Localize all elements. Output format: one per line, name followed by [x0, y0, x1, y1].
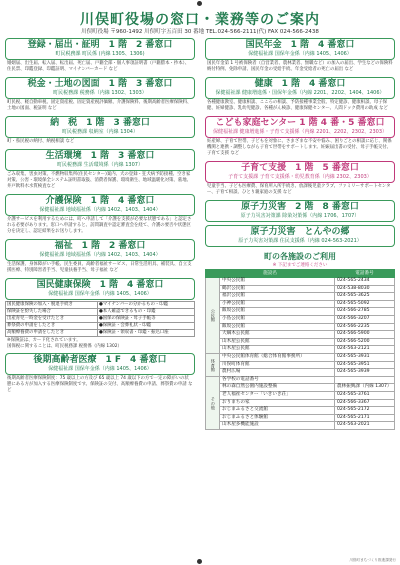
section-right-2 — [205, 116, 395, 158]
facility-name: 各学校の電話番号 — [220, 376, 335, 384]
facility-name: 小神公民館 — [220, 300, 335, 308]
table-row — [206, 422, 395, 430]
contacts-table — [205, 269, 395, 430]
section-desc: 国民年金第 1 号被保険者（自営業者、農林業者、無職など）の加入の届出、学生などの保険料納付特例、免除申請、国民年金の受給手続、年金受給者の死亡の届出 など — [207, 61, 393, 72]
section-sub: 保健福祉課 国保年金係（内線 1405、1406） — [48, 291, 152, 297]
facility-name: 農村広場 — [220, 369, 335, 377]
section-desc: ごみ収集、害虫対策、不燃物収集所(住民センター)案内、犬の登録・狂犬病予防接種、空き家対策、公害・環境保全システム証明書取扱、消費者保護、環境衛生、地域温暖化対策、墓地、井戸飲料水水質検査など — [7, 172, 191, 189]
table-row — [206, 346, 395, 354]
section-sub: 保健福祉課 地域福祉係（内線 1402、1403、1404） — [39, 252, 161, 258]
section-title: 福祉 1 階 2 番窓口 — [54, 241, 146, 251]
contacts-sub: ※ 下記までご連絡ください — [272, 263, 328, 268]
row-need: ●国保の保険証・母子手帳等 — [97, 316, 194, 323]
right-column — [205, 38, 395, 430]
table-row — [206, 353, 395, 361]
section-left-1 — [5, 77, 195, 113]
row-case: 葬祭費の申請をしたとき — [6, 323, 98, 330]
binding-hole — [197, 1, 202, 6]
section-desc: 各種健康教室、健康相談、こころの相談、予防接種事業全般、特定健診、健康相談、母子保健、妊婦健診、乳幼児健診、各種がん検診、健康保健センター、人間ドック費用の助成 など — [207, 100, 388, 111]
table-row — [206, 300, 395, 308]
facility-name: 福沢公民館 — [220, 293, 335, 301]
section-desc: 生活保護、身体障がい手帳、民生委員、高齢者福祉サービス、日常生活用具、補装具、自立支援医療、特別障害者手当、児童扶養手当、母子福祉 など — [7, 262, 192, 273]
row-need: ●本人確認できるもの・印鑑 — [97, 309, 194, 316]
section-sub: 子育て支援課 子育て支援係・幼児教育係（内線 2302、2303） — [228, 174, 372, 180]
section-right-3 — [205, 161, 395, 197]
section-hoken — [5, 278, 195, 350]
footer: 川俣町まちづくり推進課発行 — [349, 558, 396, 562]
head-phone: 電話番号 — [335, 270, 395, 278]
table-row — [206, 376, 395, 384]
table-row — [206, 293, 395, 301]
facility-phone: 024-565-2434 — [335, 278, 395, 286]
section-sub: 保健福祉課 健康増進係・子育て支援係（内線 2201、2202、2302、2303） — [212, 129, 388, 135]
facility-phone: 024-566-2785 — [335, 308, 395, 316]
facility-phone: 024-565-5092 — [335, 300, 395, 308]
facility-phone: 農林振興課（内線 1307） — [335, 384, 395, 392]
facility-phone: 024-566-3207 — [335, 315, 395, 323]
group-label: その他 — [206, 376, 220, 429]
section-sub: 保健福祉課 国保年金係（内線 1405、1406） — [248, 51, 352, 57]
facility-phone: 024-566-5900 — [335, 331, 395, 339]
section-title: 原子力災害 2 階 8 番窓口 — [241, 202, 359, 212]
facility-name: 中央公民館 — [220, 278, 335, 286]
section-title: 原子力災害 とんやの郷 — [250, 227, 350, 237]
section-desc: 後期高齢者医療保険制度：75 歳以上の方及び 65 歳以上 74 歳以下の方で一定の障がいの状態にある方が加入する医療保険制度です。保険証の交付、高額療養費の申請、葬祭費の申請 など — [7, 376, 193, 393]
group-label: 公民館 — [206, 278, 220, 354]
row-case: 出産育児一時金を受けたとき — [6, 316, 98, 323]
facility-name: おりまちの家 — [220, 399, 335, 407]
row-case: 国民健康保険の加入・脱退手続き — [6, 302, 98, 309]
section-sub: 原子力災害対策課 住民支援係（内線 024-563-2021） — [238, 238, 362, 244]
section-left-0 — [5, 38, 195, 74]
facility-phone: 024-563-2021 — [335, 422, 395, 430]
section-right-0 — [205, 38, 395, 74]
row-need: ●保険証・領収書・印鑑・振込口座 — [97, 330, 194, 337]
table-row — [206, 391, 395, 399]
section-left-4 — [5, 194, 195, 236]
table-row — [206, 308, 395, 316]
contacts — [205, 251, 395, 430]
facility-name: 中央公民館体育館（総合体育館事務所） — [220, 353, 335, 361]
section-title: 後期高齢者医療 1 F 4 番窓口 — [33, 355, 167, 365]
table-row — [206, 414, 395, 422]
facility-name: 山木屋公民館 — [220, 346, 335, 354]
row-need: ●マイナンバーの分かるもの・印鑑 — [97, 302, 194, 309]
section-desc: 町・県民税の納付、納税相談 など — [7, 139, 75, 144]
hoken-table — [5, 301, 195, 337]
head-name: 施設名 — [206, 270, 335, 278]
table-row — [206, 361, 395, 369]
facility-name: 老人福祉センター「いきいき荘」 — [220, 391, 335, 399]
section-title: 国民健康保険 1 階 4 番窓口 — [36, 280, 164, 290]
office-address: 川俣町役場 〒960-1492 川俣町字五百田 30 番地 TEL.024-566-2111(代) FAX 024-566-2438 — [81, 29, 319, 35]
facility-name: 飯坂公民館 — [220, 323, 335, 331]
table-row — [206, 278, 395, 286]
facility-phone: 024-566-3367 — [335, 399, 395, 407]
section-kouki — [5, 353, 195, 395]
section-right-1 — [205, 77, 395, 113]
group-label: 体育館 — [206, 353, 220, 376]
facility-phone: 024-565-2172 — [335, 407, 395, 415]
facility-phone: 024-563-2121 — [335, 346, 395, 354]
table-row — [6, 316, 195, 323]
table-row — [6, 330, 195, 337]
section-title: こども家庭センター 1 階 4 番・5 番窓口 — [215, 118, 385, 128]
facility-name: 小島公民館 — [220, 315, 335, 323]
section-sub: 原子力災害対策課 除染対策係（内線 1706、1707） — [240, 213, 360, 219]
table-row — [206, 369, 395, 377]
binding-hole — [197, 559, 202, 564]
facility-name: 山木屋公民館 — [220, 338, 335, 346]
facility-name: おじまふるさと体験館 — [220, 414, 335, 422]
section-desc: 介護サービスを利用するためには、町へ申請して「介護を支援が必要な状態である」と認定される必要があります。窓口へ申請すると、訪問調査や認定審査会を経て、介護の要否や状態区分を決定し、認定結果をお送りします。 — [7, 217, 192, 234]
facility-phone — [335, 376, 395, 384]
table-row — [206, 338, 395, 346]
facility-phone: 024-565-3951 — [335, 361, 395, 369]
table-row — [6, 309, 195, 316]
left-column — [5, 38, 195, 398]
section-sub: 町民税務課 町民係 (内線 1305、1306) — [55, 51, 145, 57]
section-left-2 — [5, 116, 195, 146]
section-title: 税金・土地の図面 1 階 3 番窓口 — [27, 79, 173, 89]
hoken-note: ※保険証は、カード化されています。 — [7, 338, 81, 343]
table-row — [206, 315, 395, 323]
row-case: 保険証を紛失した場合 — [6, 309, 98, 316]
table-row — [206, 331, 395, 339]
facility-name: 飯坂公民館 — [220, 308, 335, 316]
section-right-4 — [205, 200, 395, 222]
facility-phone: 024-565-2171 — [335, 414, 395, 422]
section-sub: 保健福祉課 健康増進係・国保年金係（内線 2201、2202、1404、1406） — [215, 90, 385, 96]
table-row — [206, 407, 395, 415]
row-case: 高額療養費の申請をしたとき — [6, 330, 98, 337]
section-title: 登録・届出・証明 1 階 2 番窓口 — [27, 40, 173, 50]
section-right-5 — [205, 225, 395, 247]
page-title: 川俣町役場の窓口・業務等のご案内 — [80, 12, 320, 28]
table-row — [6, 302, 195, 309]
section-left-3 — [5, 149, 195, 191]
section-desc: 町民税、軽自動車税、固定資産税、固定資産税評価額、介護保険料、後期高齢者医療保険料、土地の図面、税証明 など — [7, 100, 192, 111]
facility-name: 大綱木公民館 — [220, 331, 335, 339]
facility-phone: 024-566-2235 — [335, 323, 395, 331]
table-row — [206, 285, 395, 293]
section-title: 生活環境 1 階 3 番窓口 — [45, 151, 155, 161]
section-title: 納 税 1 階 3 番窓口 — [50, 118, 150, 128]
section-desc: 妊産婦、子育て世帯、子どもを対象に、さまざまな不安や悩み、困りごとの相談に応じ、関係機関と連携・調整しながら子育て世帯をサポートします。妊娠届出書の受付、母子手帳交付、子育て支援 など — [207, 139, 392, 156]
facility-phone: 024-538-8030 — [335, 285, 395, 293]
hoken-note2: 国保税に関することは、町民税務課 税務係（内線 1302） — [7, 344, 122, 349]
section-desc: 婚姻届、出生届、転入届、転出届、死亡届、戸籍全部・個人事項証明書（戸籍謄本・抄本）、住民票、印鑑登録、印鑑証明、マイナンバーカード など — [7, 61, 190, 72]
facility-phone: 024-565-3625 — [335, 293, 395, 301]
facility-name: 山木屋多機能施設 — [220, 422, 335, 430]
section-sub: 保健福祉課 国保年金係（内線 1405、1406） — [48, 366, 152, 372]
section-title: 国民年金 1 階 4 番窓口 — [245, 40, 355, 50]
contacts-title: 町の各施設のご利用 — [264, 252, 336, 261]
facility-phone: 024-566-5200 — [335, 338, 395, 346]
section-title: 健康 1 階 4 番窓口 — [254, 79, 346, 89]
facility-name: おじまふるさと交流館 — [220, 407, 335, 415]
table-row — [206, 384, 395, 392]
section-sub: 町民税務課 税務係（内線 1302、1303） — [53, 90, 147, 96]
row-need: ●保険証・会葬礼状・印鑑 — [97, 323, 194, 330]
table-row — [206, 399, 395, 407]
section-sub: 町民税務課 生活環境係（内線 1307） — [57, 162, 143, 168]
facility-phone: 024-565-3939 — [335, 369, 395, 377]
table-row — [6, 323, 195, 330]
facility-phone: 024-565-3931 — [335, 353, 395, 361]
facility-name: 川俣町体育館 — [220, 361, 335, 369]
section-left-5 — [5, 239, 195, 275]
section-sub: 保健福祉課 地域福祉係（内線 1402、1403、1404） — [39, 207, 161, 213]
facility-name: 林の森自然公園内施設整備 — [220, 384, 335, 392]
section-desc: 児童手当、子ども医療費、保育所入所手続き、放課後児童クラブ、ファミリーサポートセンター、子育て相談、ひとり親家庭の支援 など — [207, 184, 391, 195]
facility-name: 鶴沢公民館 — [220, 285, 335, 293]
section-title: 子育て支援 1 階 5 番窓口 — [241, 163, 359, 173]
facility-phone: 024-565-3761 — [335, 391, 395, 399]
section-sub: 町民税務課 収納室（内線 1304） — [62, 129, 138, 135]
table-row — [206, 323, 395, 331]
section-title: 介護保険 1 階 4 番窓口 — [45, 196, 155, 206]
